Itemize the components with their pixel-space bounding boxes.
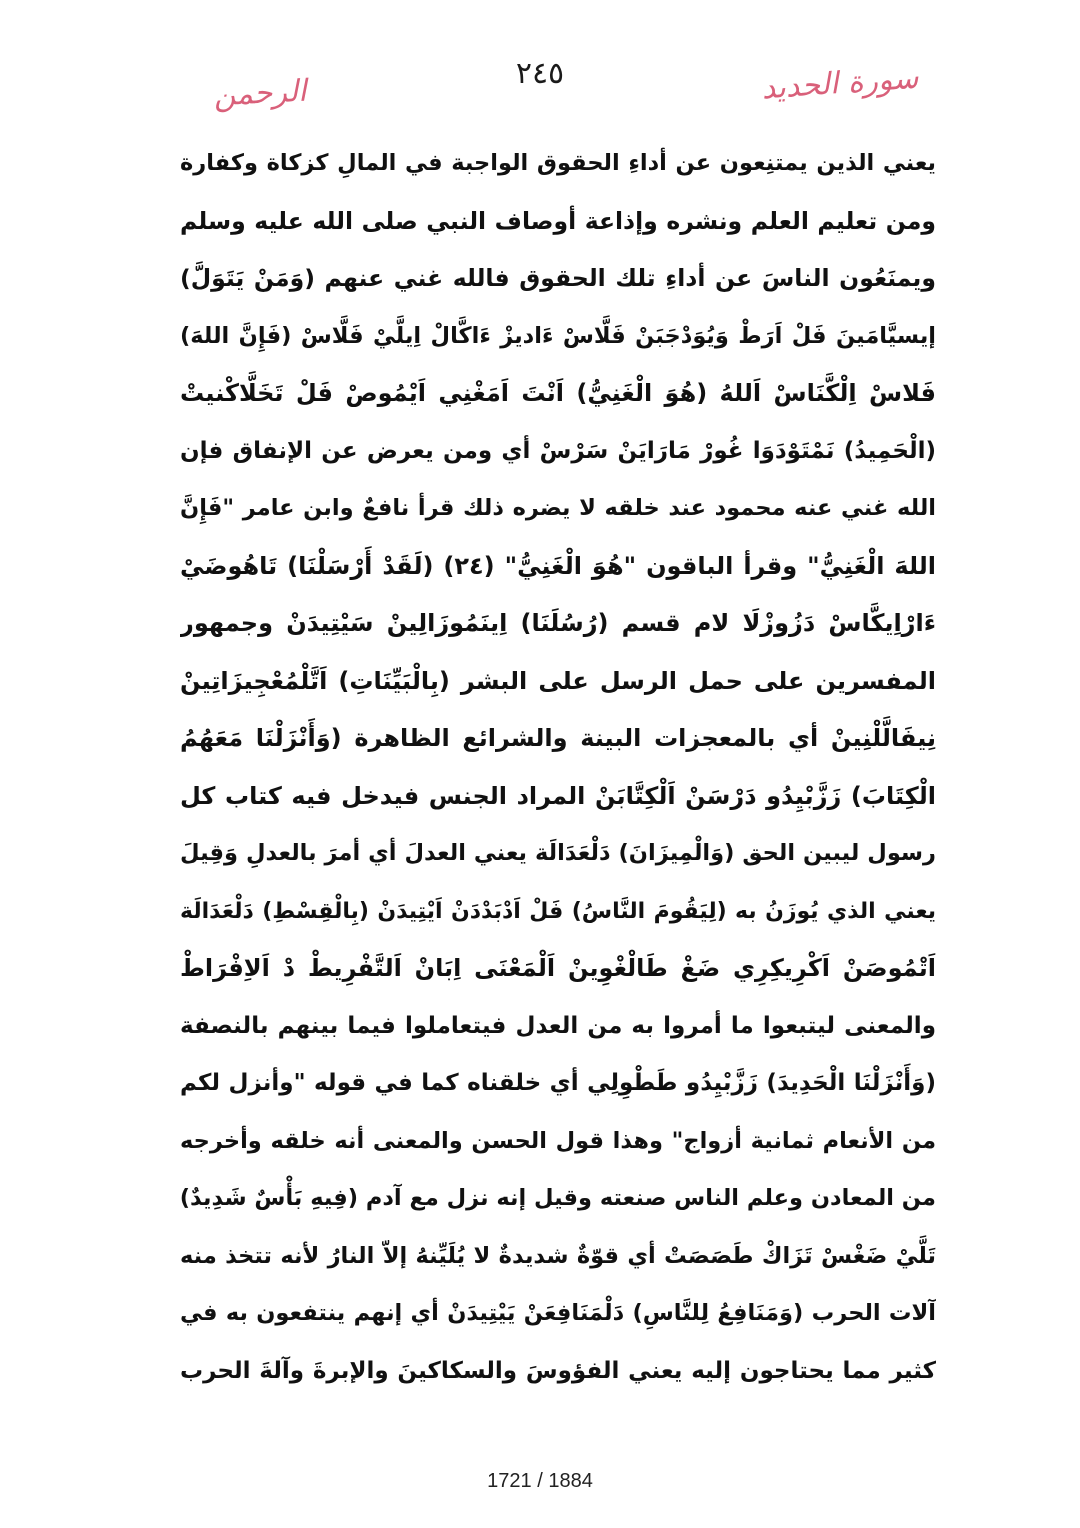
text-line: يعني الذين يمتنِعون عن أداءِ الحقوق الواجبة في المالِ كزكاة وكفارة — [180, 150, 936, 176]
text-line: كثير مما يحتاجون إليه يعني الفؤوسَ والسكاكينَ والإبرةَ وآلةَ الحرب — [180, 1357, 936, 1384]
handwritten-surah-note: سورة الحديد — [760, 60, 920, 107]
text-line: نِيفَالَّلْنِينْ أي بالمعجزات البينة والشرائع الظاهرة (وَأَنْزَلْنَا مَعَهُمُ — [180, 724, 936, 752]
text-line: المفسرين على حمل الرسل على البشر (بِالْبَيِّنَاتِ) اَتَّلْمُعْجِيزَاتِينْ — [180, 666, 936, 695]
text-line: من الأنعام ثمانية أزواج" وهذا قول الحسن والمعنى أنه خلقه وأخرجه — [180, 1127, 936, 1154]
text-line: (وَأَنْزَلْنَا الْحَدِيدَ) زَزَّبْيِدُو طَطْوِلِي أي خلقناه كما في قوله "وأنزل لكم — [180, 1070, 936, 1096]
text-line: رسول ليبين الحق (وَالْمِيزَانَ) دَلْعَدَالَة يعني العدلَ أي أمرَ بالعدلِ وَقِيلَ — [180, 840, 936, 866]
text-line: ويمنَعُون الناسَ عن أداءِ تلك الحقوق فالله غني عنهم (وَمَنْ يَتَوَلَّ) — [180, 264, 936, 292]
text-line: تَلَّيْ ضَغْسْ تَزَاكْ طَصَصَتْ أي قوّةٌ شديدةٌ لا يُلَيِّنهُ إلاّ النارُ لأنه تتخذ منه — [180, 1242, 936, 1269]
handwritten-name-note: الرحمن — [212, 73, 308, 114]
text-line: الله غني عنه محمود عند خلقه لا يضره ذلك قرأ نافعٌ وابن عامر "فَإِنَّ — [180, 495, 936, 521]
page-body — [180, 135, 936, 1400]
text-line: الْكِتَابَ) زَزَّبْيِدُو دَرْسَنْ اَلْكِتَّابَنْ المراد الجنس فيدخل فيه كتاب كل — [180, 781, 936, 810]
page-counter: 1721 / 1884 — [487, 1470, 593, 1492]
page-number: ٢٤٥ — [515, 56, 565, 91]
text-line: من المعادن وعلم الناس صنعته وقيل إنه نزل مع آدم (فِيهِ بَأْسٌ شَدِيدٌ) — [180, 1185, 936, 1211]
text-line: إيسيَّامَينَ فَلْ اَرَطْ وَيُوَدْجَبَنْ فَلَّاسْ ءَاديزْ ءَاكَّالْ اِيلَّيْ فَلَّاسْ (فَإِنَّ اللهَ) — [180, 322, 936, 349]
text-line: ءَارْاِيكَّاسْ دَزُوزْلَا لام قسم (رُسُلَنَا) اِينَمُوزَالِينْ سَيْتِيدَنْ وجمهور — [180, 609, 936, 637]
text-line: والمعنى ليتبعوا ما أمروا به من العدل فيتعاملوا فيما بينهم بالنصفة — [180, 1012, 936, 1039]
text-line: اللهَ الْغَنِيُّ" وقرأ الباقون "هُوَ الْغَنِيُّ" (٢٤) (لَقَدْ أَرْسَلْنَا) تَاهُوضَيْ — [180, 551, 936, 580]
text-line: (الْحَمِيدُ) نَمْتَوْدَوَا غُورْ مَارَايَنْ سَرْسْ أي ومن يعرض عن الإنفاق فإن — [180, 437, 936, 464]
text-line: يعني الذي يُوزَنُ به (لِيَقُومَ النَّاسُ) فَلْ اَدْبَدْدَنْ اَيْتِيدَنْ (بِالْقِسْطِ) دَلْعَدَالَة — [180, 898, 936, 924]
text-line: آلات الحرب (وَمَنَافِعُ لِلنَّاسِ) دَلْمَنَافِعَنْ يَيْتِيدَنْ أي إنهم ينتفعون به في — [180, 1300, 936, 1326]
text-line: اَتْمُوصَنْ اَكْرِيكِرِي ضَغْ طَالْغْوِينْ اَلْمَعْنَى اِبَانْ اَلتَّفْرِيطْ دْ اَلاِفْرَاطْ — [180, 954, 936, 982]
text-line: ومن تعليم العلم ونشره وإذاعة أوصاف النبي صلى الله عليه وسلم — [180, 206, 936, 235]
text-line: فَلاسْ اِلْكَّنَاسْ اَللهُ (هُوَ الْغَنِيُّ) اَنْتَ اَمَغْنِي اَيْمُوصْ فَلْ تَخَلَّاكْنيتْ — [180, 379, 936, 407]
